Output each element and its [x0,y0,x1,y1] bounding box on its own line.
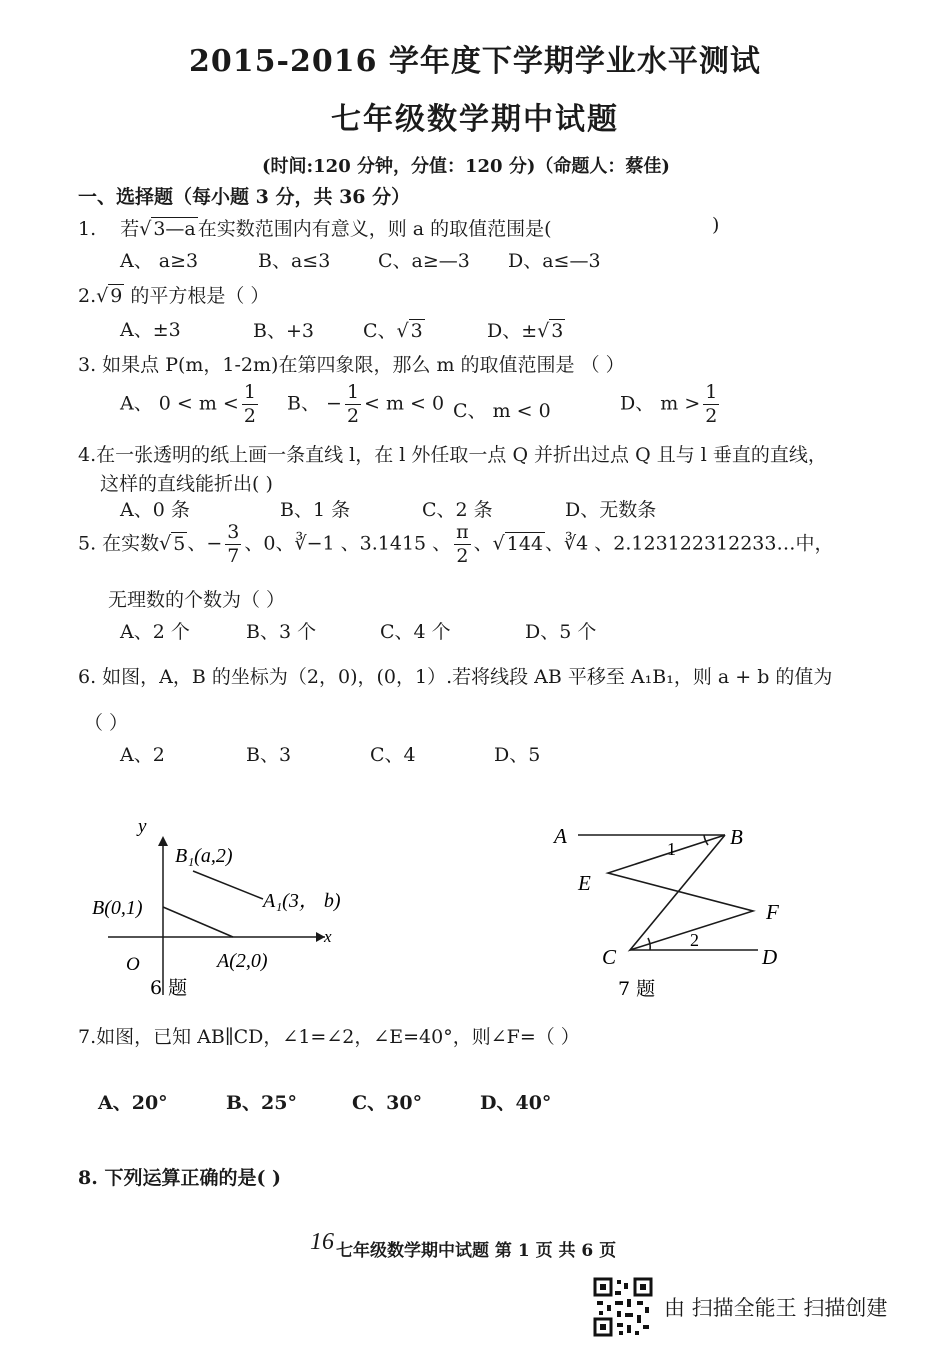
sqrt-sign: √ [159,532,172,555]
y-axis-arrow [158,836,168,846]
question-8: 8. 下列运算正确的是( ) [78,1167,282,1189]
sqrt-sign: √ [492,532,505,555]
figure-7-parallel-lines [540,815,800,1005]
segment-a1b1 [193,871,263,899]
angle-1-label: 1 [667,839,676,859]
point-d-label: D [762,945,778,969]
point-f-label: F [766,900,779,924]
scanner-watermark-text: 由 扫描全能王 扫描创建 [664,1296,888,1320]
q2-number: 2. [78,285,97,307]
sqrt-sign: √ [537,320,550,342]
question-2 [78,281,269,308]
point-a-label: A(2,0) [217,950,268,972]
q5-option-d: D、5 个 [525,621,597,643]
q2-radicand: 9 [110,285,123,307]
point-b-label: B(0,1) [92,897,143,919]
q2-option-b: B、+3 [253,320,314,342]
handwritten-page-number: 16 [310,1229,334,1255]
q5-option-c: C、4 个 [380,621,451,643]
page-footer: 七年级数学期中试题 第 1 页 共 6 页 [336,1241,617,1261]
qr-code-icon [593,1277,653,1337]
question-3: 3. 如果点 P(m，1-2m)在第四象限，那么 m 的取值范围是 （ ） [78,354,625,376]
q4-option-a: A、0 条 [120,499,190,521]
point-a-label: A [554,824,567,848]
exam-title: 2015-2016 学年度下学期学业水平测试 [189,44,761,79]
sqrt-sign: √ [139,218,152,240]
question-5-line2: 无理数的个数为（ ） [108,589,286,611]
figure-6-caption: 6 题 [150,977,188,999]
q4-option-d: D、无数条 [565,499,657,521]
q2-text: 的平方根是（ ） [130,285,270,307]
q6-option-d: D、5 [494,744,541,766]
q1-option-d: D、a≤—3 [508,250,601,272]
question-4-line2: 这样的直线能折出( ) [100,473,273,495]
exam-subtitle: 七年级数学期中试题 [331,102,619,137]
q3-option-b: B、 − $\frac{1}{2}$ < m < 0 [287,381,445,427]
question-1 [78,214,552,241]
q6-option-c: C、4 [370,744,416,766]
question-6-line2: （ ） [84,712,129,734]
question-7: 7.如图，已知 AB∥CD，∠1=∠2，∠E=40°，则∠F=（ ） [78,1026,580,1048]
origin-label: O [126,954,140,975]
segment-ab [163,907,233,937]
q1-option-a: A、 a≥3 [120,250,199,272]
q1-post: 在实数范围内有意义，则 a 的取值范围是( [197,218,552,240]
point-b-label: B [730,825,743,849]
point-a1-label: A₁(3， b) [263,890,341,912]
q2-option-d: D、±√ 3 [487,320,564,342]
q2-option-a: A、±3 [120,319,181,341]
figure-6-coordinate-plane [80,810,360,1010]
q4-option-c: C、2 条 [422,499,493,521]
q6-option-b: B、3 [246,744,292,766]
question-5-line1: 5. 在实数√ 5 、− $\frac{3}{7}$ 、0、∛−1 、3.1415 、 $\frac{\pi}{2}$ 、√ 144 、∛4 、2.123122312233…中， [78,521,834,567]
x-label: x [324,927,332,946]
q7-option-b: B、25° [226,1092,297,1114]
q6-option-a: A、2 [120,744,165,766]
q1-radicand: 3—a [153,218,196,240]
q1-option-b: B、a≤3 [258,250,331,272]
question-4-line1: 4.在一张透明的纸上画一条直线 l，在 l 外任取一点 Q 并折出过点 Q 且与 l 垂直的直线， [78,444,827,466]
q7-option-d: D、40° [480,1092,552,1114]
q5-option-b: B、3 个 [246,621,317,643]
q3-option-c: C、 m < 0 [453,400,551,422]
point-e-label: E [578,871,591,895]
zigzag-segments [608,835,753,950]
exam-info: (时间:120 分钟，分值：120 分)（命题人：蔡佳) [262,156,670,177]
q4-option-b: B、1 条 [280,499,351,521]
q2-option-c: C、√ 3 [363,320,423,342]
point-b1-label: B₁(a,2) [175,845,233,867]
q7-option-c: C、30° [352,1092,423,1114]
q7-option-a: A、20° [98,1092,168,1114]
q3-option-d: D、 m > $\frac{1}{2}$ [620,381,718,427]
section-heading: 一、选择题（每小题 3 分，共 36 分） [78,186,411,208]
q1-option-c: C、a≥—3 [378,250,470,272]
q1-close-paren: ) [712,214,720,236]
sqrt-sign: √ [96,285,109,307]
q3-option-a: A、 0 < m < $\frac{1}{2}$ [120,381,256,427]
question-6-line1: 6. 如图，A，B 的坐标为（2，0)，(0，1）.若将线段 AB 平移至 A₁B₁，则 a + b 的值为 [78,666,833,688]
q5-option-a: A、2 个 [120,621,190,643]
q1-number: 1. [78,218,97,240]
q1-pre: 若 [120,218,140,240]
angle-2-label: 2 [690,930,699,950]
figure-7-caption: 7 题 [618,978,656,1000]
point-c-label: C [602,945,617,969]
y-label: y [138,816,147,837]
sqrt-sign: √ [396,320,409,342]
